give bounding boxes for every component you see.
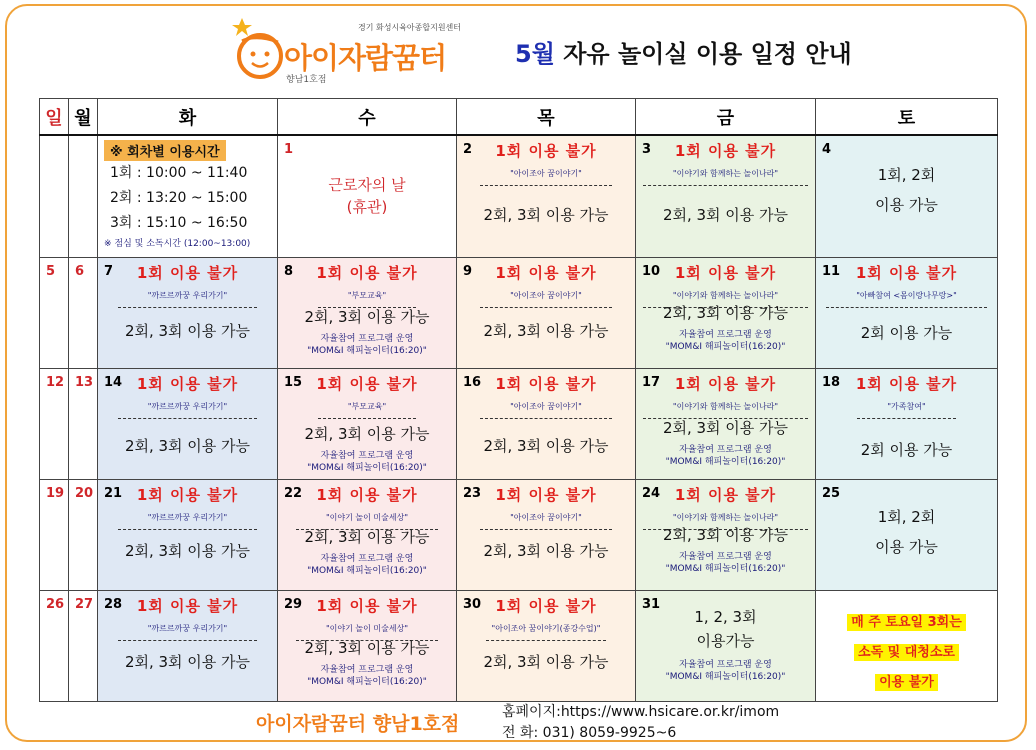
day-number: 6	[75, 263, 85, 279]
availability-label: 이용 가능	[875, 196, 938, 214]
saturday-note-cell	[816, 590, 998, 701]
availability-label: 2회, 3회 이용 가능	[124, 321, 251, 340]
day-cell	[278, 368, 457, 479]
day-cell	[40, 257, 69, 368]
extra-program-title: "MOM&I 해피놀이터(16:20)"	[665, 563, 786, 574]
day-cell	[69, 590, 98, 701]
unavailable-label: 1회 이용 불가	[674, 142, 777, 160]
unavailable-label: 1회 이용 불가	[316, 263, 418, 282]
day-number: 20	[75, 485, 94, 501]
availability-label: 1회, 2회	[877, 166, 936, 184]
unavailable-label: 1회 이용 불가	[136, 596, 239, 615]
day-cell	[816, 479, 998, 590]
availability-label: 1회, 2회	[877, 507, 936, 526]
availability-label: 2회, 3회 이용 가능	[483, 206, 609, 224]
unavailable-label: 1회 이용 불가	[495, 142, 597, 160]
program-label: "아이조아 꿈이야기"	[480, 512, 612, 530]
phone-text: 전 화: 031) 8059-9925~6	[502, 725, 677, 741]
unavailable-label: 1회 이용 불가	[495, 263, 597, 282]
program-label: "까르르까꿍 우리가기"	[118, 512, 257, 530]
day-number: 25	[822, 485, 841, 501]
day-cell	[98, 590, 278, 701]
day-number: 14	[104, 374, 123, 390]
extra-program: 자율참여 프로그램 운영	[320, 333, 414, 344]
unavailable-label: 1회 이용 불가	[674, 485, 777, 504]
extra-program-title: "MOM&I 해피놀이터(16:20)"	[665, 671, 786, 682]
info-cell	[98, 135, 278, 257]
day-cell	[278, 590, 457, 701]
availability-label: 2회, 3회 이용 가능	[124, 541, 251, 560]
logo-org-text: 경기 화성시육아종합지원센터	[358, 23, 462, 32]
day-number: 27	[75, 596, 94, 612]
day-number: 12	[46, 374, 65, 390]
day-cell	[457, 479, 636, 590]
day-number: 1	[284, 142, 294, 157]
program-label: "이야기와 함께하는 놀이나라"	[643, 290, 808, 308]
day-number: 23	[463, 485, 482, 501]
day-number: 17	[642, 374, 661, 390]
availability-label: 2회, 3회 이용 가능	[124, 652, 251, 671]
availability-label: 2회, 3회 이용 가능	[304, 527, 430, 546]
day-cell	[636, 368, 816, 479]
info-heading: ※ 회차별 이용시간	[104, 140, 226, 161]
extra-program-title: "MOM&I 해피놀이터(16:20)"	[307, 565, 427, 576]
extra-program-title: "MOM&I 해피놀이터(16:20)"	[307, 345, 427, 356]
holiday-label: 근로자의 날	[328, 176, 406, 194]
day-number: 31	[642, 596, 661, 612]
day-cell	[69, 257, 98, 368]
day-cell	[278, 135, 457, 257]
availability-label: 2회, 3회 이용 가능	[662, 206, 789, 224]
unavailable-label: 1회 이용 불가	[316, 485, 418, 504]
extra-program: 자율참여 프로그램 운영	[679, 659, 772, 670]
saturday-note: 매 주 토요일 3회는	[847, 614, 966, 631]
program-label: "아이조아 꿈이야기"	[480, 168, 612, 186]
day-cell	[98, 479, 278, 590]
extra-program: 자율참여 프로그램 운영	[320, 450, 414, 461]
availability-label: 2회, 3회 이용 가능	[483, 541, 609, 560]
week-row	[40, 135, 998, 257]
availability-label: 이용가능	[696, 631, 755, 650]
day-cell	[636, 590, 816, 701]
day-number: 24	[642, 485, 661, 501]
logo	[228, 16, 463, 85]
availability-label: 이용 가능	[875, 537, 938, 556]
weekday-header	[40, 99, 998, 136]
extra-program: 자율참여 프로그램 운영	[679, 329, 772, 340]
extra-program-title: "MOM&I 해피놀이터(16:20)"	[307, 676, 427, 687]
availability-label: 2회 이용 가능	[860, 323, 953, 342]
day-number: 15	[284, 374, 303, 390]
program-label: "아이조아 꿈이야기"	[480, 290, 612, 308]
unavailable-label: 1회 이용 불가	[316, 374, 418, 393]
day-cell	[816, 368, 998, 479]
day-cell	[816, 135, 998, 257]
logo-face-icon	[228, 16, 288, 82]
program-label: "이야기 놀이 미술세상"	[296, 623, 438, 641]
day-cell	[98, 368, 278, 479]
day-cell	[40, 479, 69, 590]
day-number: 10	[642, 263, 661, 279]
logo-branch: 향남1호점	[286, 75, 327, 85]
extra-program-title: "MOM&I 해피놀이터(16:20)"	[665, 341, 786, 352]
info-time-1: 1회 : 10:00 ~ 11:40	[110, 165, 248, 181]
day-number: 26	[46, 596, 65, 612]
unavailable-label: 1회 이용 불가	[674, 374, 777, 393]
program-label: "부모교육"	[318, 401, 416, 419]
program-label: "까르르까꿍 우리가기"	[118, 623, 257, 641]
day-number: 3	[642, 142, 652, 157]
extra-program: 자율참여 프로그램 운영	[320, 553, 414, 564]
weekday-mon: 월	[69, 99, 98, 136]
weekday-thu: 목	[457, 99, 636, 136]
day-cell	[636, 479, 816, 590]
day-number: 8	[284, 263, 294, 279]
saturday-note: 소독 및 대청소로	[854, 644, 959, 661]
program-label: "까르르까꿍 우리가기"	[118, 290, 257, 308]
weekday-fri: 금	[636, 99, 816, 136]
availability-label: 2회, 3회 이용 가능	[662, 418, 789, 437]
weekday-tue: 화	[98, 99, 278, 136]
empty-cell	[40, 135, 69, 257]
availability-label: 1, 2, 3회	[694, 607, 757, 626]
saturday-note: 이용 불가	[875, 674, 938, 691]
extra-program: 자율참여 프로그램 운영	[320, 664, 414, 675]
day-number: 22	[284, 485, 303, 501]
holiday-closed: (휴관)	[346, 198, 388, 216]
extra-program-title: "MOM&I 해피놀이터(16:20)"	[665, 456, 786, 467]
day-number: 4	[822, 142, 832, 157]
info-note: ※ 점심 및 소독시간 (12:00~13:00)	[104, 239, 251, 249]
info-time-2: 2회 : 13:20 ~ 15:00	[110, 190, 248, 206]
day-cell	[69, 479, 98, 590]
day-number: 18	[822, 374, 841, 390]
program-label: "이야기와 함께하는 놀이나라"	[643, 512, 808, 530]
program-label: "부모교육"	[318, 290, 416, 308]
day-number: 9	[463, 263, 473, 279]
weekday-wed: 수	[278, 99, 457, 136]
availability-label: 2회, 3회 이용 가능	[304, 307, 430, 326]
day-cell	[98, 257, 278, 368]
extra-program-title: "MOM&I 해피놀이터(16:20)"	[307, 462, 427, 473]
day-number: 28	[104, 596, 123, 612]
weekday-sat: 토	[816, 99, 998, 136]
day-cell	[816, 257, 998, 368]
unavailable-label: 1회 이용 불가	[136, 263, 239, 282]
homepage-text: 홈페이지:https://www.hsicare.or.kr/imom	[502, 704, 780, 720]
page-title	[515, 34, 852, 69]
day-cell	[457, 590, 636, 701]
title-month: 5월	[515, 40, 555, 68]
extra-program: 자율참여 프로그램 운영	[679, 444, 772, 455]
availability-label: 2회, 3회 이용 가능	[662, 303, 789, 322]
unavailable-label: 1회 이용 불가	[855, 263, 958, 282]
availability-label: 2회, 3회 이용 가능	[483, 652, 609, 671]
unavailable-label: 1회 이용 불가	[674, 263, 777, 282]
week-row	[40, 590, 998, 701]
unavailable-label: 1회 이용 불가	[495, 485, 597, 504]
footer-center-name: 아이자람꿈터 향남1호점	[256, 713, 460, 735]
availability-label: 2회, 3회 이용 가능	[124, 436, 251, 455]
day-cell	[636, 257, 816, 368]
weekday-sun: 일	[40, 99, 69, 136]
day-number: 7	[104, 263, 114, 279]
day-number: 11	[822, 263, 841, 279]
day-cell	[457, 257, 636, 368]
unavailable-label: 1회 이용 불가	[495, 596, 597, 615]
week-row	[40, 479, 998, 590]
availability-label: 2회, 3회 이용 가능	[304, 638, 430, 657]
unavailable-label: 1회 이용 불가	[316, 596, 418, 615]
day-number: 5	[46, 263, 56, 279]
day-number: 29	[284, 596, 303, 612]
unavailable-label: 1회 이용 불가	[495, 374, 597, 393]
program-label: "이야기 놀이 미술세상"	[296, 512, 438, 530]
availability-label: 2회, 3회 이용 가능	[304, 424, 430, 443]
day-cell	[278, 257, 457, 368]
program-label: "아이조아 꿈이야기"	[480, 401, 612, 419]
week-row	[40, 257, 998, 368]
availability-label: 2회, 3회 이용 가능	[483, 321, 609, 340]
empty-cell	[69, 135, 98, 257]
day-number: 16	[463, 374, 482, 390]
day-number: 21	[104, 485, 123, 501]
day-cell	[636, 135, 816, 257]
program-label: "가족참여"	[857, 401, 955, 419]
day-number: 30	[463, 596, 482, 612]
day-cell	[69, 368, 98, 479]
info-time-3: 3회 : 15:10 ~ 16:50	[110, 215, 248, 231]
day-cell	[457, 368, 636, 479]
unavailable-label: 1회 이용 불가	[136, 374, 239, 393]
day-number: 2	[463, 142, 473, 157]
unavailable-label: 1회 이용 불가	[855, 374, 958, 393]
program-label: "이야기와 함께하는 놀이나라"	[643, 401, 808, 419]
day-number: 13	[75, 374, 94, 390]
day-number: 19	[46, 485, 65, 501]
contact-info	[502, 702, 779, 744]
week-row	[40, 368, 998, 479]
program-label: "까르르까꿍 우리가기"	[118, 401, 257, 419]
day-cell	[40, 368, 69, 479]
unavailable-label: 1회 이용 불가	[136, 485, 239, 504]
extra-program: 자율참여 프로그램 운영	[679, 551, 772, 562]
availability-label: 2회, 3회 이용 가능	[483, 436, 609, 455]
day-cell	[457, 135, 636, 257]
calendar-table	[39, 98, 998, 702]
availability-label: 2회 이용 가능	[860, 440, 953, 459]
title-text: 자유 놀이실 이용 일정 안내	[554, 40, 852, 68]
program-label: "아빠참여 <몸이랑나무랑>"	[826, 290, 987, 308]
program-label: "이야기와 함께하는 놀이나라"	[643, 168, 808, 186]
program-label: "아이조아 꿈이야기(종강수업)"	[486, 623, 607, 641]
day-cell	[40, 590, 69, 701]
day-cell	[278, 479, 457, 590]
availability-label: 2회, 3회 이용 가능	[662, 525, 789, 544]
logo-name: 아이자람꿈터	[284, 41, 447, 75]
